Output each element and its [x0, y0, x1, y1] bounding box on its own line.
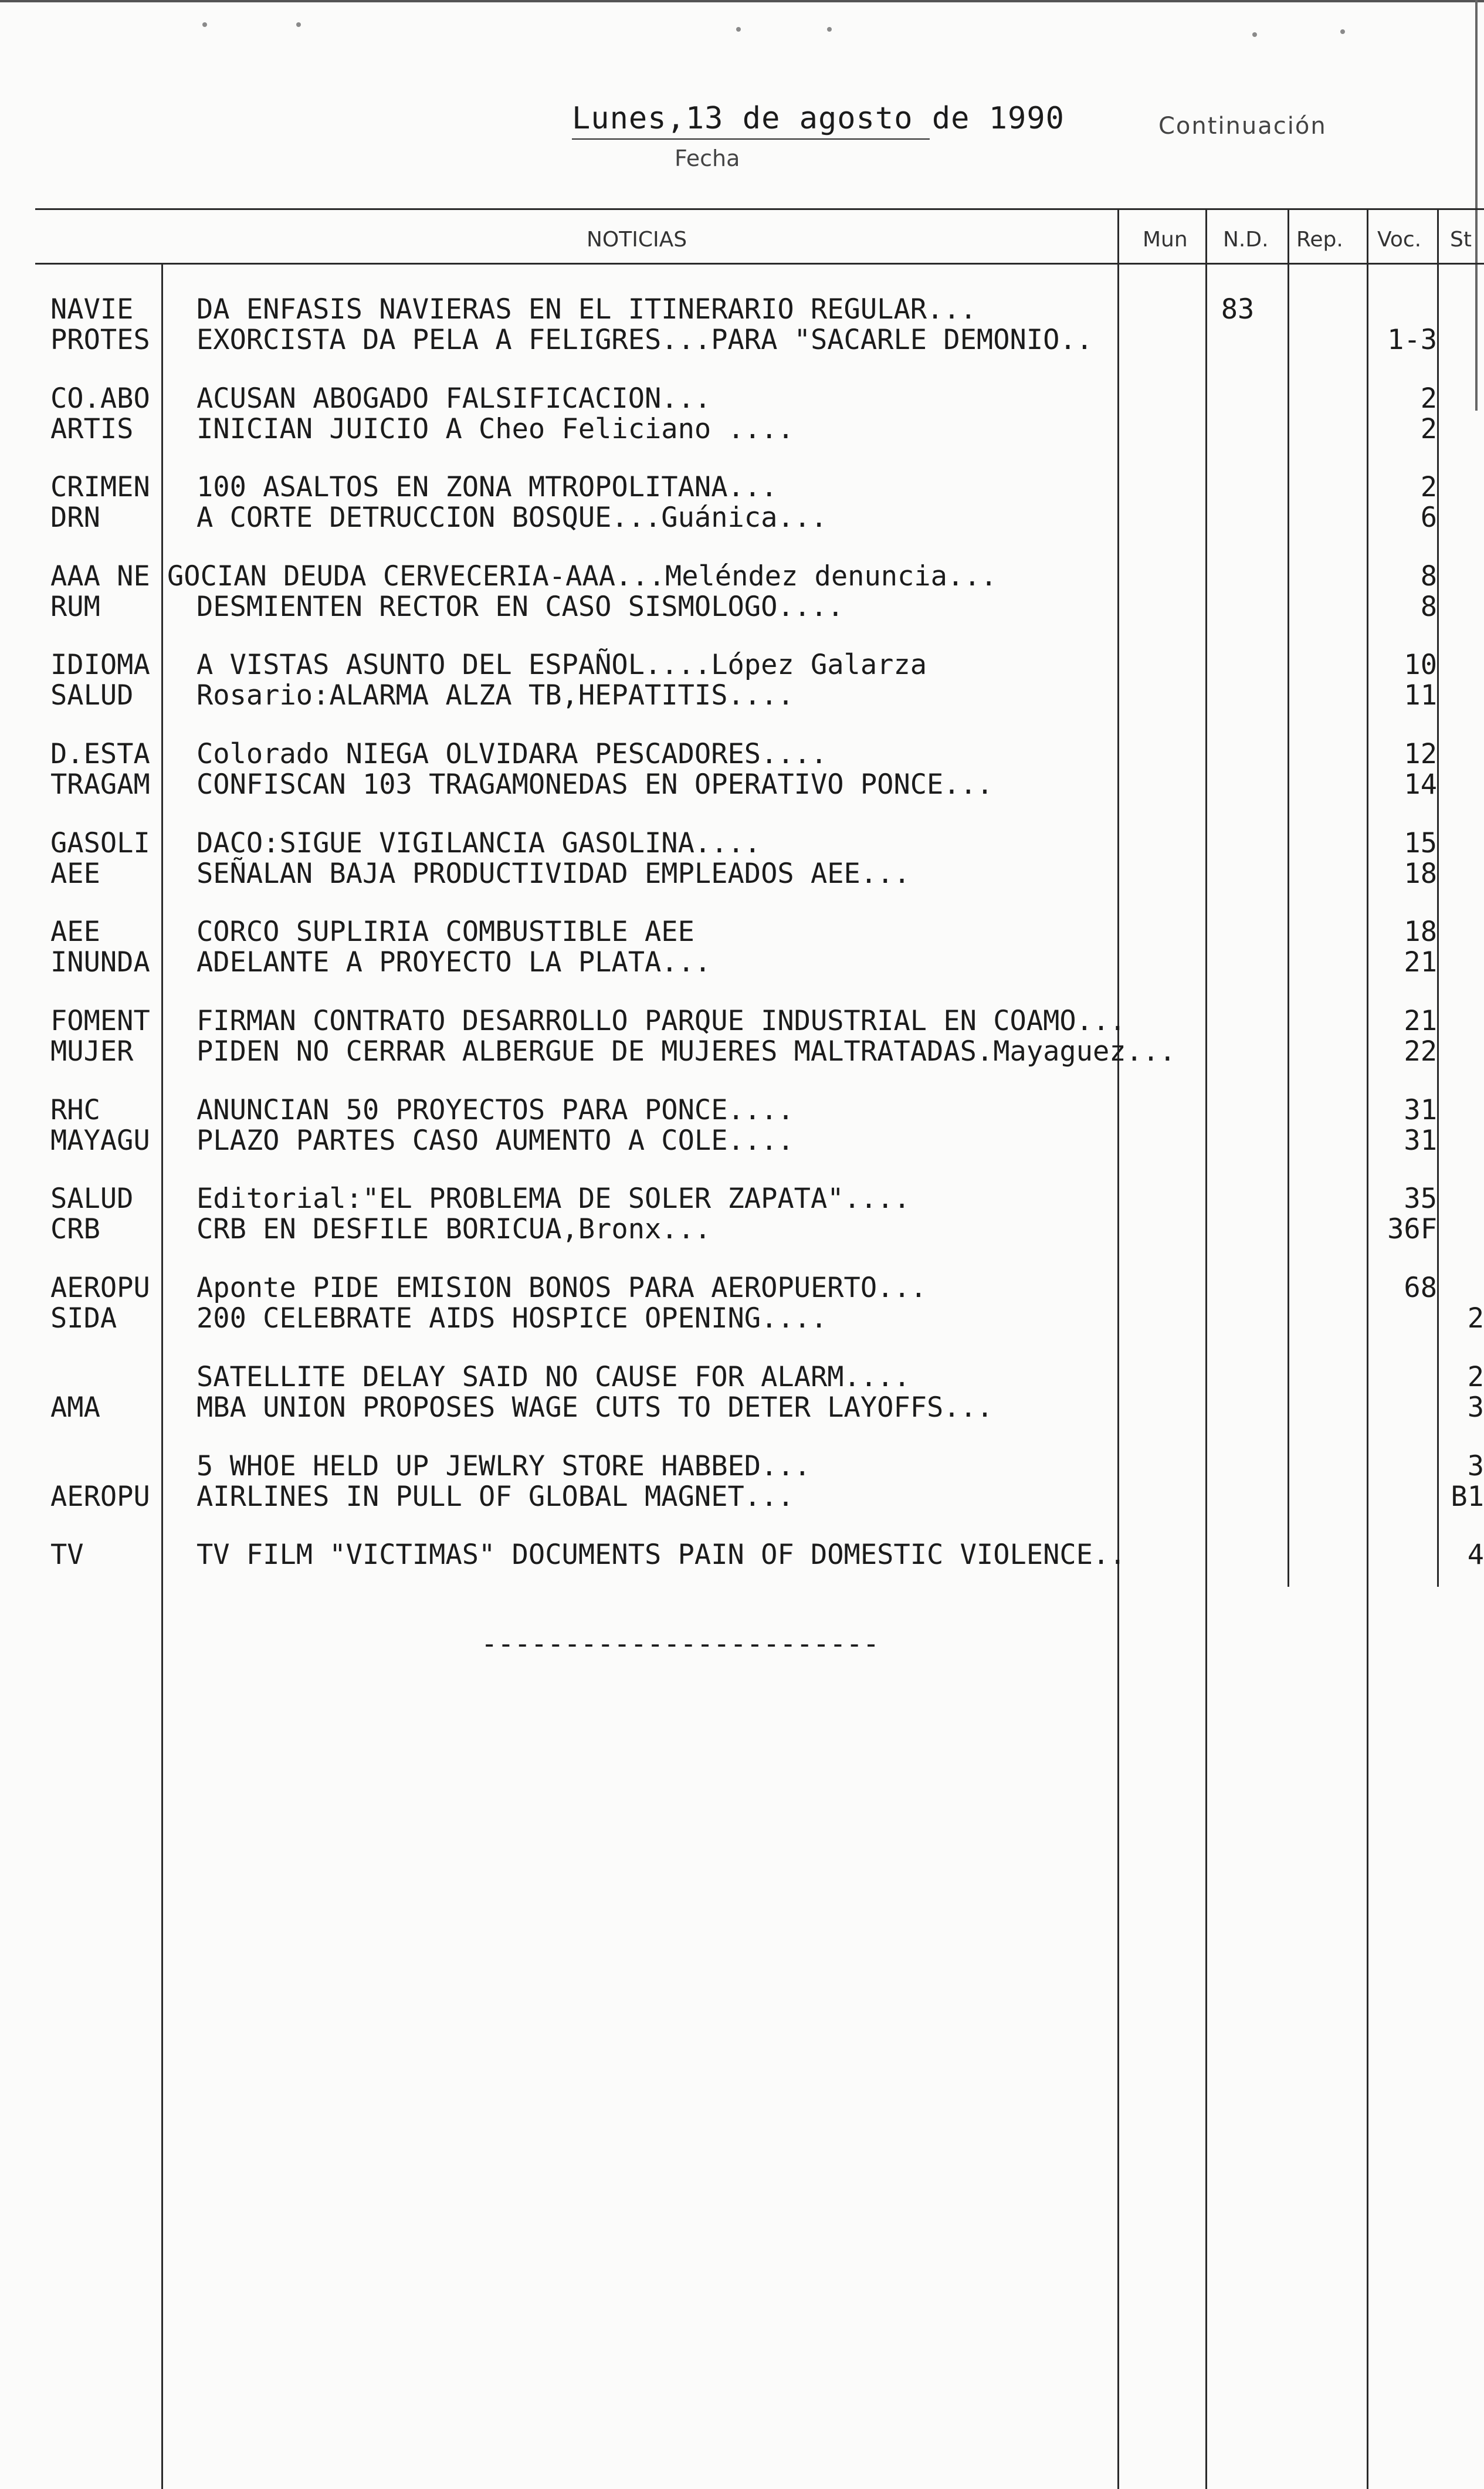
- voc-value: 31: [1404, 1094, 1437, 1126]
- news-category: SIDA: [50, 1302, 117, 1335]
- voc-value: 15: [1404, 827, 1437, 859]
- scan-mark: [202, 22, 207, 27]
- voc-value: 35: [1404, 1183, 1437, 1215]
- news-category: SALUD: [50, 1183, 134, 1215]
- scan-mark: [736, 27, 741, 32]
- voc-value: 2: [1420, 471, 1437, 503]
- news-headline: A VISTAS ASUNTO DEL ESPAÑOL....López Galarza: [196, 649, 927, 681]
- scan-mark: [1340, 29, 1345, 34]
- news-headline: Editorial:"EL PROBLEMA DE SOLER ZAPATA"....: [196, 1183, 910, 1215]
- news-headline: PIDEN NO CERRAR ALBERGUE DE MUJERES MALTRATADAS.Mayaguez...: [196, 1035, 1176, 1068]
- news-category: RHC: [50, 1094, 100, 1126]
- voc-value: 2: [1420, 382, 1437, 415]
- voc-value: 11: [1404, 679, 1437, 712]
- news-category: AEE: [50, 858, 100, 890]
- st-value: 3: [1467, 1391, 1484, 1424]
- news-category: AAA NE: [50, 560, 150, 592]
- news-category: DRN: [50, 502, 100, 534]
- st-value: 2: [1467, 1302, 1484, 1335]
- news-headline: CORCO SUPLIRIA COMBUSTIBLE AEE: [196, 916, 694, 948]
- continuation-label: Continuación: [1158, 113, 1327, 140]
- document-date: Lunes,13 de agosto de 1990: [572, 101, 1065, 136]
- news-headline: CRB EN DESFILE BORICUA,Bronx...: [196, 1213, 711, 1245]
- news-headline: CONFISCAN 103 TRAGAMONEDAS EN OPERATIVO PONCE...: [196, 768, 994, 801]
- news-category: MAYAGU: [50, 1125, 150, 1157]
- news-category: AEROPU: [50, 1272, 150, 1304]
- news-headline: 200 CELEBRATE AIDS HOSPICE OPENING....: [196, 1302, 828, 1335]
- voc-value: 8: [1420, 591, 1437, 623]
- news-category: CRB: [50, 1213, 100, 1245]
- voc-value: 1-3: [1387, 324, 1437, 356]
- scan-mark: [827, 27, 832, 32]
- voc-value: 18: [1404, 916, 1437, 948]
- news-category: AMA: [50, 1391, 100, 1424]
- col-header-mun: Mun: [1143, 228, 1188, 252]
- col-header-voc: Voc.: [1377, 228, 1422, 252]
- news-category: PROTES: [50, 324, 150, 356]
- news-headline: SATELLITE DELAY SAID NO CAUSE FOR ALARM....: [196, 1361, 910, 1393]
- voc-value: 68: [1404, 1272, 1437, 1304]
- col-divider-nd: [1205, 208, 1207, 2489]
- news-headline: MBA UNION PROPOSES WAGE CUTS TO DETER LAYOFFS...: [196, 1391, 994, 1424]
- news-category: RUM: [50, 591, 100, 623]
- voc-value: 8: [1420, 560, 1437, 592]
- news-headline: GOCIAN DEUDA CERVECERIA-AAA...Meléndez denuncia...: [167, 560, 997, 592]
- news-category: SALUD: [50, 679, 134, 712]
- news-headline: INICIAN JUICIO A Cheo Feliciano ....: [196, 413, 794, 445]
- voc-value: 10: [1404, 649, 1437, 681]
- news-headline: AIRLINES IN PULL OF GLOBAL MAGNET...: [196, 1481, 794, 1513]
- voc-value: 6: [1420, 502, 1437, 534]
- col-divider-voc: [1367, 208, 1368, 2489]
- news-headline: DACO:SIGUE VIGILANCIA GASOLINA....: [196, 827, 761, 859]
- news-headline: FIRMAN CONTRATO DESARROLLO PARQUE INDUSTRIAL EN COAMO...: [196, 1005, 1126, 1037]
- voc-value: 2: [1420, 413, 1437, 445]
- news-headline: DESMIENTEN RECTOR EN CASO SISMOLOGO....: [196, 591, 844, 623]
- voc-value: 22: [1404, 1035, 1437, 1068]
- news-category: NAVIE: [50, 293, 134, 326]
- col-divider-category: [161, 263, 163, 2489]
- st-value: 4: [1467, 1539, 1484, 1571]
- col-header-noticias: NOTICIAS: [587, 228, 687, 252]
- table-header-line: [35, 263, 1484, 265]
- news-category: IDIOMA: [50, 649, 150, 681]
- news-headline: ANUNCIAN 50 PROYECTOS PARA PONCE....: [196, 1094, 794, 1126]
- news-headline: ACUSAN ABOGADO FALSIFICACION...: [196, 382, 711, 415]
- table-top-line: [35, 208, 1484, 210]
- voc-value: 21: [1404, 946, 1437, 978]
- news-headline: 5 WHOE HELD UP JEWLRY STORE HABBED...: [196, 1450, 811, 1482]
- page-right-border: [1475, 0, 1478, 411]
- voc-value: 36F: [1387, 1213, 1437, 1245]
- news-category: GASOLI: [50, 827, 150, 859]
- page-top-border: [0, 0, 1484, 2]
- news-headline: Colorado NIEGA OLVIDARA PESCADORES....: [196, 738, 828, 770]
- col-header-rep: Rep.: [1296, 228, 1343, 252]
- st-value: 3: [1467, 1450, 1484, 1482]
- news-headline: 100 ASALTOS EN ZONA MTROPOLITANA...: [196, 471, 778, 503]
- voc-value: 18: [1404, 858, 1437, 890]
- news-category: TRAGAM: [50, 768, 150, 801]
- st-value: 2: [1467, 1361, 1484, 1393]
- news-headline: EXORCISTA DA PELA A FELIGRES...PARA "SACARLE DEMONIO..: [196, 324, 1093, 356]
- news-headline: DA ENFASIS NAVIERAS EN EL ITINERARIO REGULAR...: [196, 293, 977, 326]
- news-category: ARTIS: [50, 413, 134, 445]
- news-category: AEROPU: [50, 1481, 150, 1513]
- news-headline: SEÑALAN BAJA PRODUCTIVIDAD EMPLEADOS AEE...: [196, 858, 910, 890]
- scan-mark: [296, 22, 301, 27]
- scan-mark: [1252, 32, 1257, 37]
- nd-value: 83: [1221, 293, 1255, 326]
- col-header-nd: N.D.: [1223, 228, 1269, 252]
- col-header-st: St: [1450, 228, 1472, 252]
- news-headline: PLAZO PARTES CASO AUMENTO A COLE....: [196, 1125, 794, 1157]
- news-headline: A CORTE DETRUCCION BOSQUE...Guánica...: [196, 502, 828, 534]
- news-category: FOMENT: [50, 1005, 150, 1037]
- voc-value: 21: [1404, 1005, 1437, 1037]
- voc-value: 14: [1404, 768, 1437, 801]
- news-category: D.ESTA: [50, 738, 150, 770]
- news-category: AEE: [50, 916, 100, 948]
- col-divider-mun: [1117, 208, 1119, 2489]
- news-category: CRIMEN: [50, 471, 150, 503]
- news-headline: Aponte PIDE EMISION BONOS PARA AEROPUERTO...: [196, 1272, 927, 1304]
- st-value: B1: [1451, 1481, 1484, 1513]
- news-category: MUJER: [50, 1035, 134, 1068]
- news-category: INUNDA: [50, 946, 150, 978]
- date-underline: [572, 138, 930, 140]
- voc-value: 31: [1404, 1125, 1437, 1157]
- news-headline: TV FILM "VICTIMAS" DOCUMENTS PAIN OF DOMESTIC VIOLENCE..: [196, 1539, 1126, 1571]
- voc-value: 12: [1404, 738, 1437, 770]
- end-dashes: ------------------------: [481, 1628, 880, 1660]
- news-headline: ADELANTE A PROYECTO LA PLATA...: [196, 946, 711, 978]
- news-category: TV: [50, 1539, 84, 1571]
- news-headline: Rosario:ALARMA ALZA TB,HEPATITIS....: [196, 679, 794, 712]
- news-category: CO.ABO: [50, 382, 150, 415]
- date-label: Fecha: [675, 145, 740, 171]
